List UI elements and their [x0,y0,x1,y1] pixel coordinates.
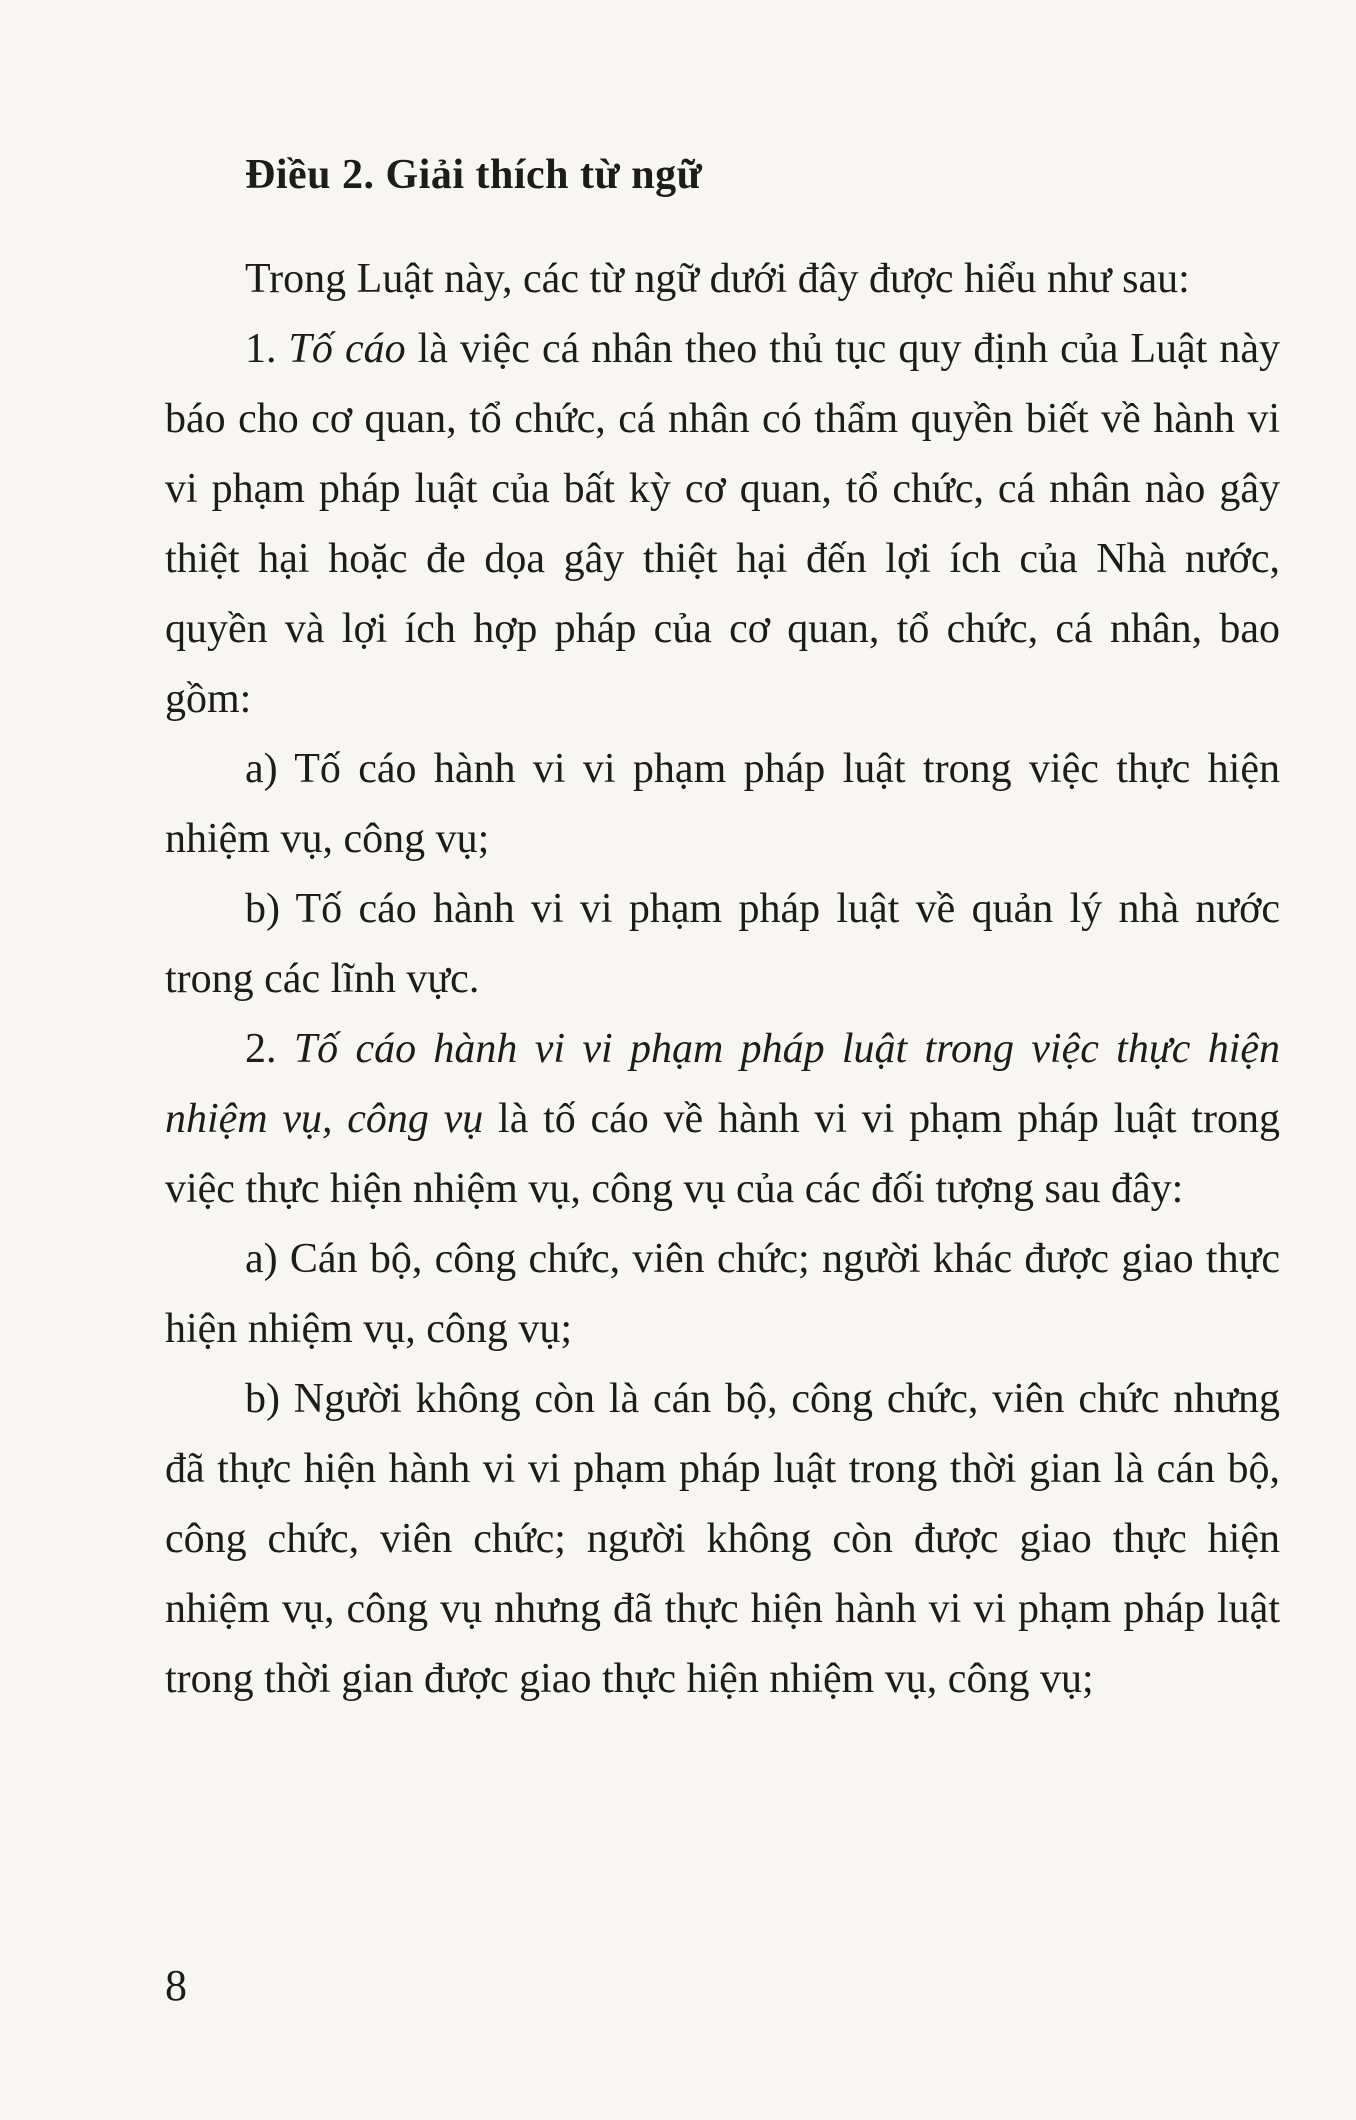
definition-2-point-b: b) Người không còn là cán bộ, công chức, viên chức nhưng đã thực hiện hành vi vi phạm pháp luật trong thời gian là cán bộ, công chức, viên chức; người không còn được giao thực hiện nhiệm vụ, công vụ nhưng đã thực hiện hành vi vi phạm pháp luật trong thời gian được giao thực hiện nhiệm vụ, công vụ; [165,1376,1280,1702]
definition-1-point-b: b) Tố cáo hành vi vi phạm pháp luật về quản lý nhà nước trong các lĩnh vực. [165,886,1280,1002]
definition-2-point-a: a) Cán bộ, công chức, viên chức; người khác được giao thực hiện nhiệm vụ, công vụ; [165,1236,1280,1352]
definition-1 [165,314,1280,734]
article-body [165,140,1280,1714]
definition-1-point-a: a) Tố cáo hành vi vi phạm pháp luật trong việc thực hiện nhiệm vụ, công vụ; [165,746,1280,862]
article-heading: Điều 2. Giải thích từ ngữ [245,152,703,198]
definition-2-number: 2. [245,1026,294,1072]
definition-2-term: Tố cáo hành vi vi phạm pháp luật trong việc thực hiện nhiệm vụ, công vụ [165,1026,1281,1142]
definition-2-text: là tố cáo về hành vi vi phạm pháp luật trong việc thực hiện nhiệm vụ, công vụ của các đối tượng sau đây: [165,1096,1280,1212]
article-intro: Trong Luật này, các từ ngữ dưới đây được hiểu như sau: [245,256,1190,302]
definition-1-text: là việc cá nhân theo thủ tục quy định của Luật này báo cho cơ quan, tổ chức, cá nhân có thẩm quyền biết về hành vi vi phạm pháp luật của bất kỳ cơ quan, tổ chức, cá nhân nào gây thiệt hại hoặc đe dọa gây thiệt hại đến lợi ích của Nhà nước, quyền và lợi ích hợp pháp của cơ quan, tổ chức, cá nhân, bao gồm: [165,326,1281,722]
page-number: 8 [165,1961,187,2010]
definition-1-number: 1. [245,326,289,372]
definition-2 [165,1014,1280,1224]
definition-1-term: Tố cáo [288,326,406,372]
